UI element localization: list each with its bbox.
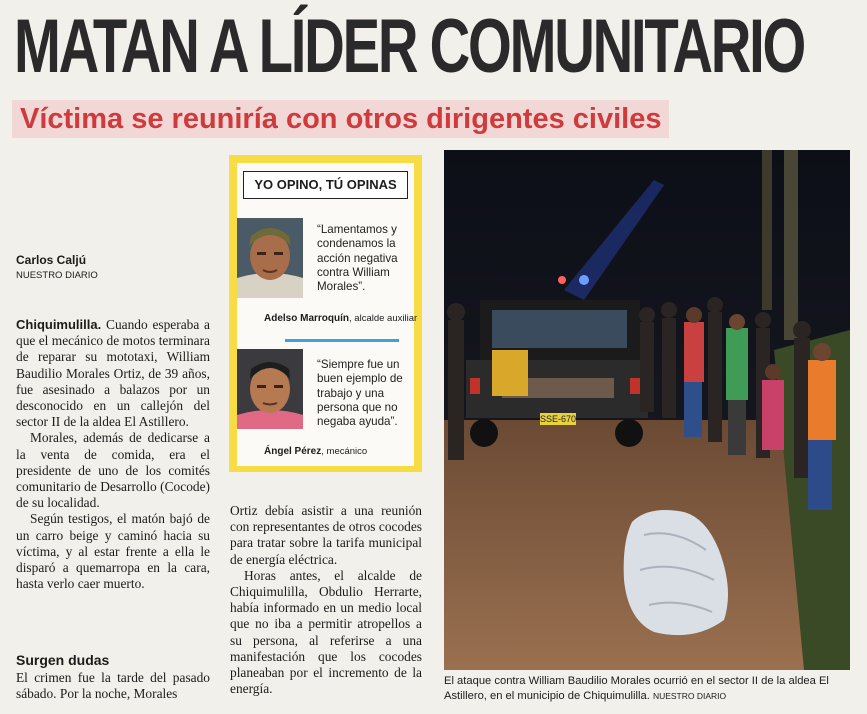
license-plate: SSE-670 xyxy=(539,414,577,424)
paragraph-3: Según testigos, el matón bajó de un carro beige y caminó hacia su víctima, y al estar frente a ella le disparó a quemarropa en la cara, hasta verlo caer muerto. xyxy=(16,511,210,592)
byline-outlet: NUESTRO DIARIO xyxy=(16,270,98,281)
photo-caption xyxy=(444,674,854,704)
photo-caption-text: El ataque contra William Baudilio Morales ocurrió en el sector II de la aldea El Astillero, en el municipio de Chiquimulilla. xyxy=(444,675,829,702)
quote-1-credit xyxy=(264,313,417,324)
article-column-1 xyxy=(16,317,210,637)
quote-1-role: , alcalde auxiliar xyxy=(349,313,418,324)
opinion-box-title: YO OPINO, TÚ OPINAS xyxy=(243,171,408,199)
paragraph-1 xyxy=(16,317,210,430)
quote-2: “Siempre fue un buen ejemplo de trabajo y una persona que no negaba ayuda”. xyxy=(317,358,403,429)
paragraph-4: El crimen fue la tarde del pasado sábado. Por la noche, Morales xyxy=(16,670,210,702)
headline: MATAN A LÍDER COMUNITARIO xyxy=(14,4,805,89)
quote-1-name: Adelso Marroquín xyxy=(264,313,350,324)
paragraph-6: Horas antes, el alcalde de Chiquimulilla, Obdulio Herrarte, había informado en un medio local que no iba a permitir atropellos a su persona, al referirse a una manifestación que los cocodes planeaban por el incremento de la energía. xyxy=(230,567,422,697)
opinion-box xyxy=(229,155,422,472)
opinion-box-inner xyxy=(237,163,418,466)
paragraph-2: Morales, además de dedicarse a la venta de comida, era el presidente de uno de los comités comunitario de Desarrollo (Cocode) de su localidad. xyxy=(16,430,210,511)
quote-2-name: Ángel Pérez xyxy=(264,446,322,457)
news-photo xyxy=(444,150,850,670)
portrait-angel-perez xyxy=(237,349,303,429)
paragraph-1-text: Cuando esperaba a que el mecánico de motos terminara de reparar su mototaxi, William Baudilio Morales Ortiz, de 39 años, fue asesinado a balazos por un desconocido en un callejón del sector II de la aldea El Astillero. xyxy=(16,317,210,430)
section-subtitle: Surgen dudas xyxy=(16,652,110,668)
byline-author: Carlos Caljú xyxy=(16,253,87,267)
article-column-1-continued xyxy=(16,670,210,708)
photo-credit: NUESTRO DIARIO xyxy=(652,691,727,701)
paragraph-5: Ortiz debía asistir a una reunión con representantes de otros cocodes para tratar sobre la tarifa municipal de energía eléctrica. xyxy=(230,503,422,567)
quote-2-role: , mecánico xyxy=(321,446,368,457)
divider xyxy=(285,339,399,342)
quote-1: “Lamentamos y condenamos la acción negativa contra William Morales”. xyxy=(317,223,398,294)
lead-place: Chiquimulilla. xyxy=(16,317,102,332)
portrait-adelso-marroquin xyxy=(237,218,303,298)
article-column-2 xyxy=(230,503,422,708)
quote-2-credit xyxy=(264,446,367,457)
subheadline: Víctima se reuniría con otros dirigentes civiles xyxy=(12,100,669,138)
